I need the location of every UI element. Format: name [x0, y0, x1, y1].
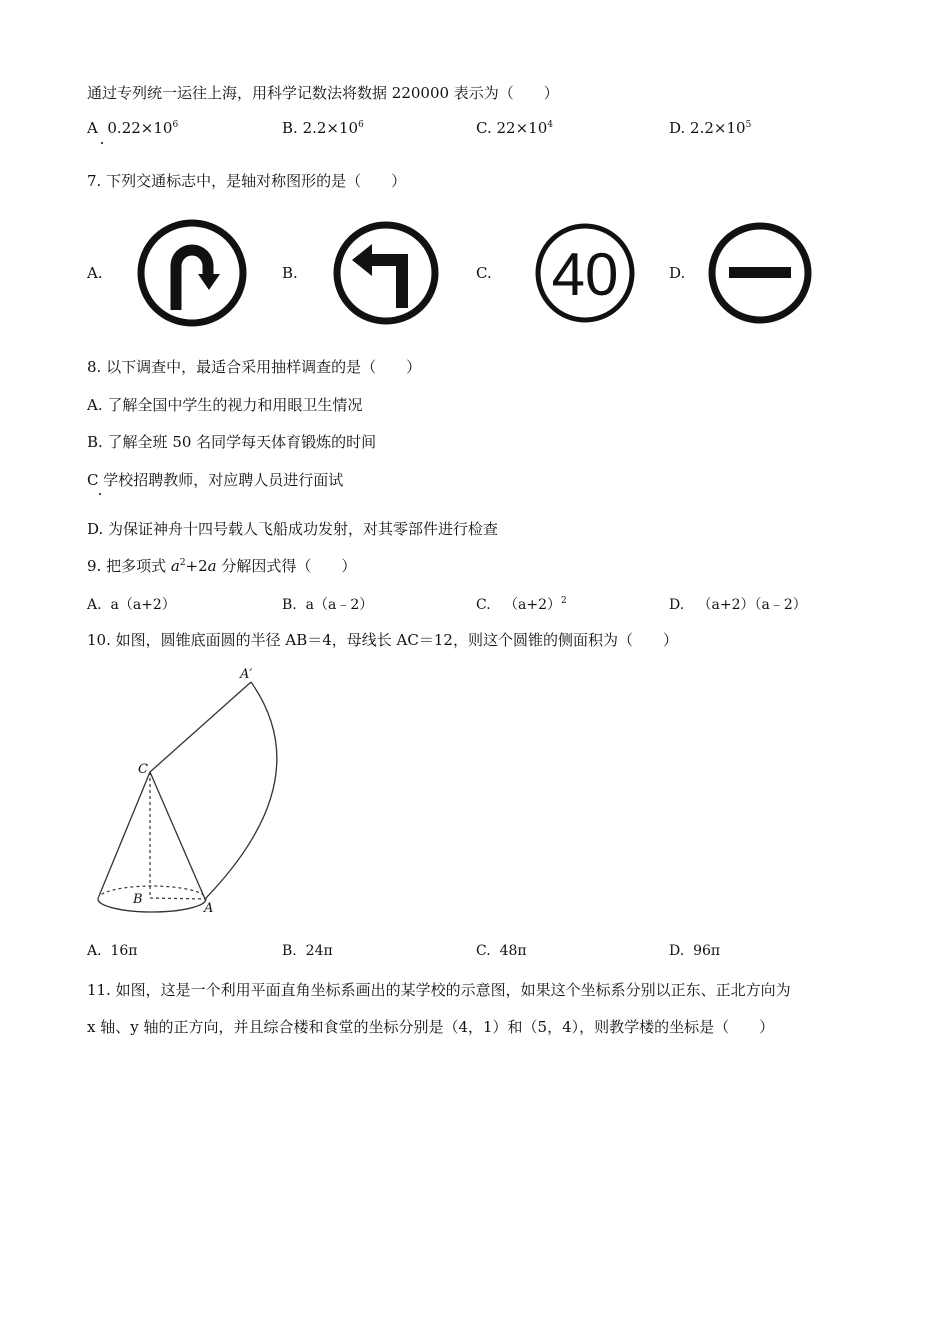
option-letter: C. — [476, 943, 491, 959]
q7-label-c: C. — [476, 264, 492, 282]
option-exponent: 6 — [358, 120, 364, 130]
q9-option-c — [476, 594, 567, 614]
option-letter: A — [87, 119, 98, 137]
q9-exponent: 2 — [179, 558, 186, 568]
q7-label-a: A. — [87, 264, 103, 282]
u-turn-sign-icon — [136, 218, 248, 328]
option-value: 48π — [499, 943, 527, 959]
option-value: 22×10 — [496, 119, 548, 137]
sector-arc — [205, 682, 277, 899]
letter-dot-mark — [101, 142, 103, 144]
q9-stem — [87, 555, 356, 576]
q9-plus: +2 — [185, 557, 208, 575]
q10-stem: 10. 如图，圆锥底面圆的半径 AB＝4，母线长 AC＝12，则这个圆锥的侧面积为（ ） — [87, 631, 678, 649]
option-letter: A. — [87, 943, 102, 959]
speed-limit-text: 40 — [551, 241, 619, 308]
option-letter: D. — [669, 943, 685, 959]
q9-variable: a — [170, 557, 180, 575]
q9-option-b — [282, 594, 373, 614]
q8-option-a: A. 了解全国中学生的视力和用眼卫生情况 — [87, 396, 363, 414]
q10-option-a — [87, 943, 137, 959]
q8-stem: 8. 以下调查中，最适合采用抽样调查的是（ ） — [87, 358, 422, 376]
option-letter: D. — [669, 119, 686, 137]
option-letter: B. — [282, 597, 297, 613]
q9-stem-start: 9. 把多项式 — [87, 557, 171, 575]
letter-dot-mark — [99, 493, 101, 495]
q6-option-b — [282, 119, 364, 137]
q10-option-b — [282, 943, 333, 959]
q8-option-c: C 学校招聘教师，对应聘人员进行面试 — [87, 471, 344, 489]
q9-option-a — [87, 594, 176, 614]
option-value: 96π — [693, 943, 721, 959]
option-value: （a+2） — [504, 597, 562, 613]
q8-option-d: D. 为保证神舟十四号载人飞船成功发射，对其零部件进行检查 — [87, 520, 499, 538]
option-exponent: 6 — [172, 120, 179, 130]
q9-option-d — [669, 594, 807, 614]
base-back-dashed — [98, 886, 206, 899]
option-value: a（a+2） — [110, 597, 176, 613]
option-value: 2.2×10 — [690, 119, 746, 137]
q7-label-d: D. — [669, 264, 686, 282]
option-value: （a+2）（a﹣2） — [697, 597, 807, 613]
label-b: B — [133, 892, 143, 907]
speed-limit-sign-icon — [534, 222, 636, 324]
option-letter: C. — [476, 119, 492, 137]
q9-stem-end: 分解因式得（ ） — [216, 557, 357, 575]
q6-option-c — [476, 119, 553, 137]
sector-edge — [150, 682, 251, 772]
q11-stem-line1: 11. 如图，这是一个利用平面直角坐标系画出的某学校的示意图，如果这个坐标系分别以正东、正北方向为 — [87, 981, 791, 999]
q10-option-c — [476, 943, 527, 959]
option-value: 24π — [305, 943, 333, 959]
q6-stem: 通过专列统一运往上海，用科学记数法将数据 220000 表示为（ ） — [87, 84, 559, 102]
label-a: A — [204, 901, 214, 916]
cone-slant-right — [150, 772, 205, 899]
q9-variable: a — [207, 557, 217, 575]
q7-stem: 7. 下列交通标志中，是轴对称图形的是（ ） — [87, 172, 407, 190]
option-exponent: 5 — [745, 120, 752, 130]
option-value: 2.2×10 — [302, 119, 359, 137]
q7-label-b: B. — [282, 264, 298, 282]
option-value: a（a﹣2） — [305, 597, 374, 613]
option-letter: D. — [669, 597, 685, 613]
cone-figure — [90, 660, 305, 922]
cone-slant-left — [99, 772, 150, 896]
cone-radius — [150, 898, 206, 899]
q6-option-d — [669, 119, 751, 137]
option-value: 0.22×10 — [107, 119, 173, 137]
no-entry-sign-icon — [707, 221, 813, 325]
option-value: 16π — [110, 943, 138, 959]
left-turn-sign-icon — [332, 220, 440, 326]
label-c: C — [138, 762, 148, 777]
option-exponent: 2 — [561, 596, 567, 606]
option-letter: A. — [87, 597, 102, 613]
q6-option-a — [87, 119, 178, 137]
option-letter: B. — [282, 943, 297, 959]
base-front — [98, 899, 206, 912]
q10-option-d — [669, 943, 720, 959]
option-letter: B. — [282, 119, 298, 137]
option-letter: C. — [476, 597, 491, 613]
option-exponent: 4 — [547, 120, 553, 130]
q11-stem-line2: x 轴、y 轴的正方向，并且综合楼和食堂的坐标分别是（4，1）和（5，4），则教学楼的坐标是（ ） — [87, 1018, 775, 1036]
label-a-prime: A′ — [240, 667, 253, 682]
q8-option-b: B. 了解全班 50 名同学每天体育锻炼的时间 — [87, 433, 377, 451]
